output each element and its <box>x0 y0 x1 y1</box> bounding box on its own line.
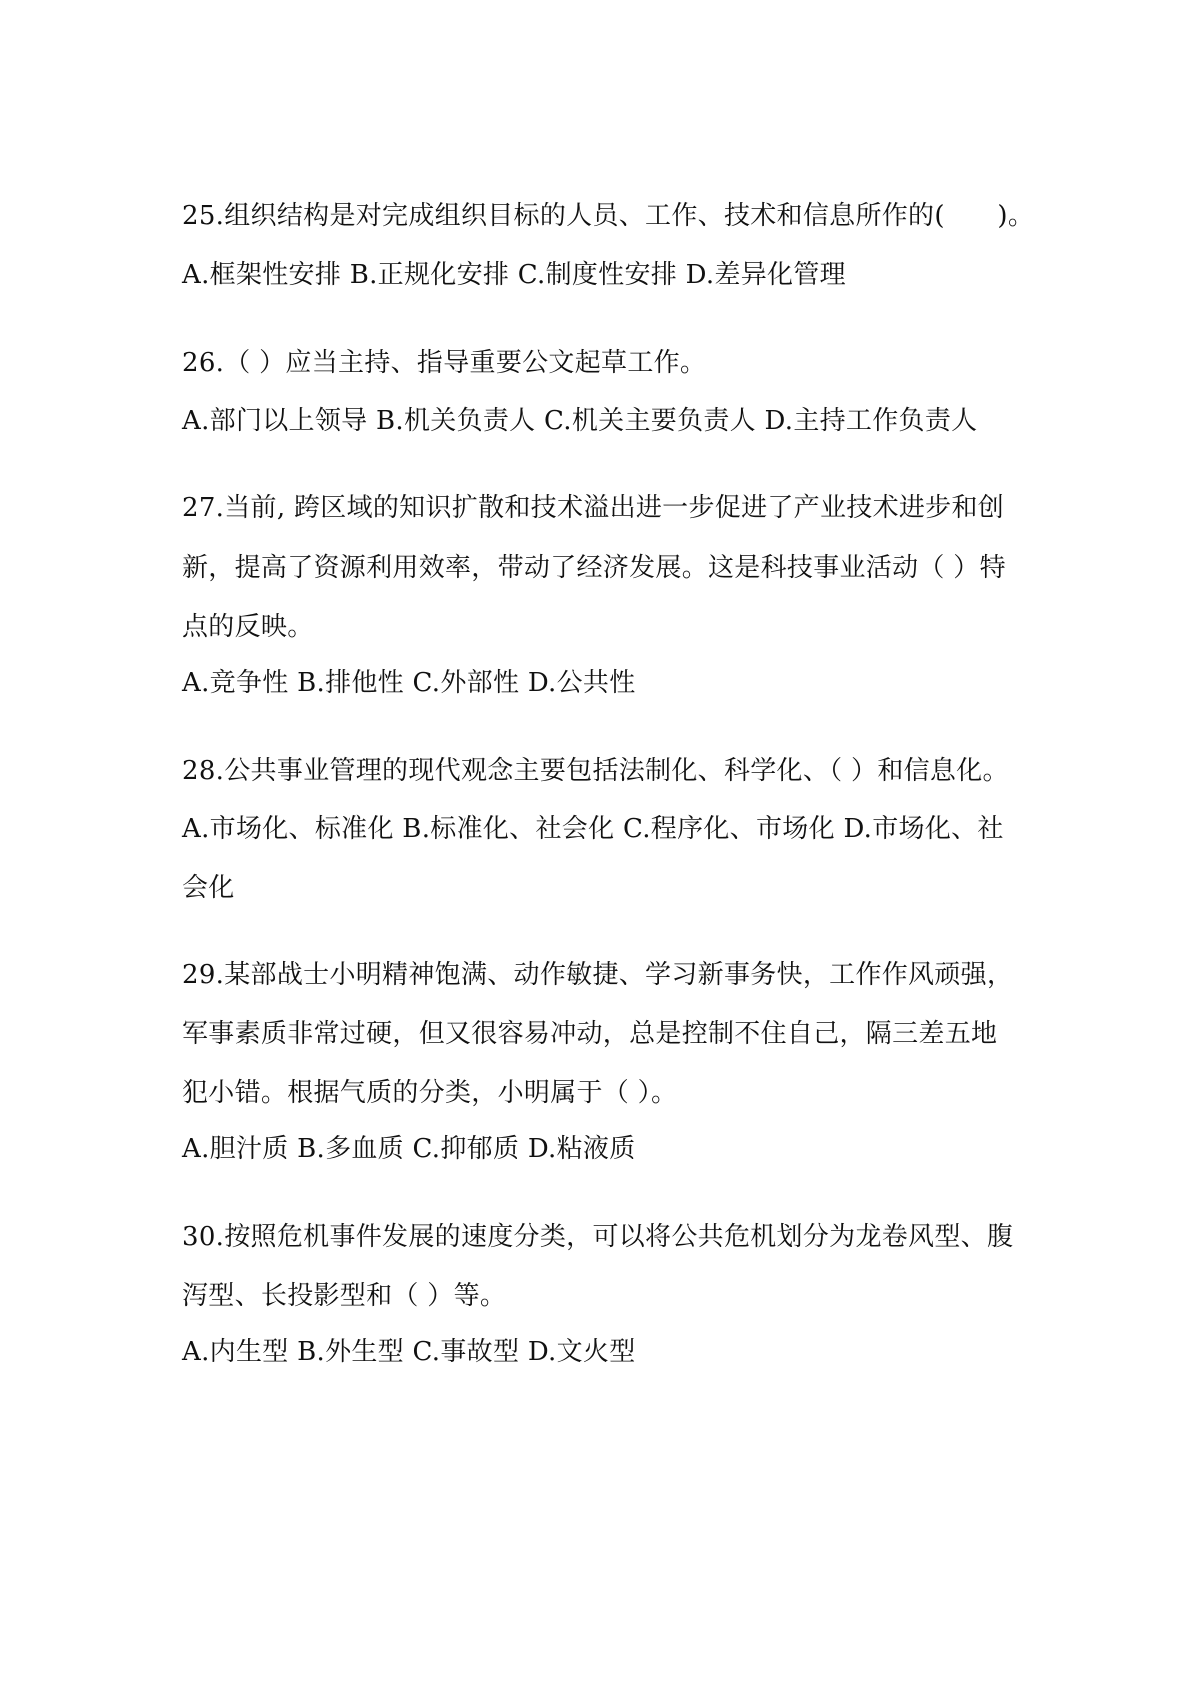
question-25-options: A.框架性安排 B.正规化安排 C.制度性安排 D.差异化管理 <box>182 260 846 290</box>
question-28-stem: 28.公共事业管理的现代观念主要包括法制化、科学化、（ ）和信息化。 <box>182 756 1009 786</box>
question-27-stem-line-1: 27.当前, 跨区域的知识扩散和技术溢出进一步促进了产业技术进步和创 <box>182 493 1005 523</box>
question-28-options-line-1: A.市场化、标准化 B.标准化、社会化 C.程序化、市场化 D.市场化、社 <box>182 814 1004 844</box>
question-27-stem-line-3: 点的反映。 <box>182 612 314 642</box>
question-30-options: A.内生型 B.外生型 C.事故型 D.文火型 <box>182 1337 636 1367</box>
question-26-stem: 26.（ ）应当主持、指导重要公文起草工作。 <box>182 348 707 378</box>
question-29-stem-line-1: 29.某部战士小明精神饱满、动作敏捷、学习新事务快，工作作风顽强， <box>182 960 1014 990</box>
question-28-options-line-2: 会化 <box>182 873 235 903</box>
question-26-options: A.部门以上领导 B.机关负责人 C.机关主要负责人 D.主持工作负责人 <box>182 406 978 436</box>
question-30-stem-line-2: 泻型、长投影型和（ ）等。 <box>182 1281 507 1311</box>
question-27-stem-line-2: 新，提高了资源利用效率，带动了经济发展。这是科技事业活动（ ）特 <box>182 553 1006 583</box>
question-25-stem: 25.组织结构是对完成组织目标的人员、工作、技术和信息所作的( )。 <box>182 201 1035 231</box>
question-29-options: A.胆汁质 B.多血质 C.抑郁质 D.粘液质 <box>182 1134 636 1164</box>
question-27-options: A.竞争性 B.排他性 C.外部性 D.公共性 <box>182 668 636 698</box>
question-29-stem-line-2: 军事素质非常过硬，但又很容易冲动，总是控制不住自己，隔三差五地 <box>182 1019 998 1049</box>
question-30-stem-line-1: 30.按照危机事件发展的速度分类，可以将公共危机划分为龙卷风型、腹 <box>182 1222 1014 1252</box>
question-29-stem-line-3: 犯小错。根据气质的分类，小明属于（ ）。 <box>182 1078 678 1108</box>
